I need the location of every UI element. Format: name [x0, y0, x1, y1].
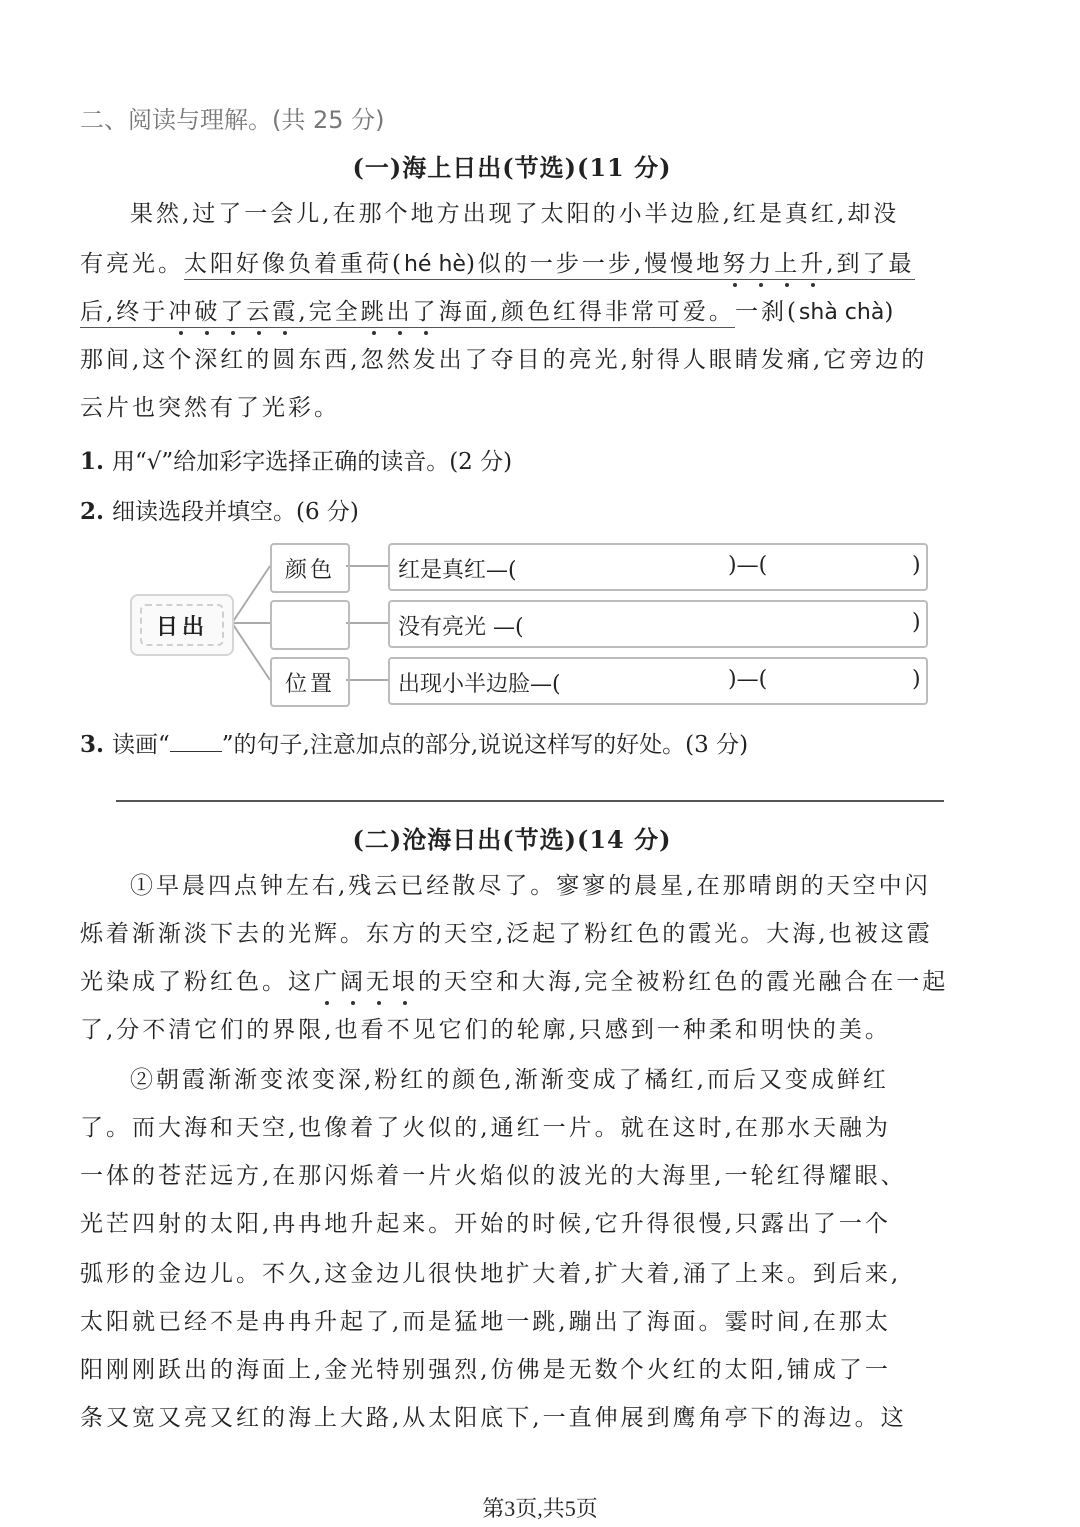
- passage2-p2-line-5: 弧形的金边儿。不久,这金边儿很快地扩大着,扩大着,涌了上来。到后来,: [80, 1261, 902, 1287]
- text-segment: ,完全: [298, 299, 361, 325]
- passage2-p1-line-1: ①早晨四点钟左右,残云已经散尽了。寥寥的晨星,在那晴朗的天空中闪: [130, 873, 931, 899]
- text-segment: 一刹(: [734, 299, 799, 325]
- text-segment: )似的一步一步,慢慢地: [465, 251, 723, 277]
- question-text: 读画“: [112, 732, 170, 758]
- dotted-char: 了: [413, 296, 439, 328]
- question-text: 用“√”给加彩字选择正确的读音。(2 分): [112, 449, 513, 475]
- passage2-p2-line-3: 一体的苍茫远方,在那闪烁着一片火焰似的波光的大海里,一轮红得耀眼、: [80, 1163, 907, 1189]
- question-text: 细读选段并填空。(6 分): [112, 499, 359, 525]
- diagram-root-box: [130, 594, 234, 656]
- dotted-char: 升: [800, 248, 826, 280]
- dotted-char: 无: [366, 966, 392, 998]
- text-segment: 后,终于: [80, 299, 169, 325]
- answer-prompt: 出现小半边脸—(: [398, 672, 561, 697]
- passage2-title: (二)沧海日出(节选)(14 分): [352, 825, 672, 854]
- question-text: ”的句子,注意加点的部分,说说这样写的好处。(3 分): [221, 732, 749, 758]
- dotted-char: 跳: [361, 296, 387, 328]
- passage2-p2-line-1: ②朝霞渐渐变浓变深,粉红的颜色,渐渐变成了橘红,而后又变成鲜红: [130, 1067, 889, 1093]
- diagram-answer-row-1[interactable]: [388, 543, 928, 591]
- passage2-p1-line-4: 了,分不清它们的界限,也看不见它们的轮廓,只感到一种柔和明快的美。: [80, 1017, 891, 1043]
- passage1-title: (一)海上日出(节选)(11 分): [352, 153, 672, 182]
- text-segment: 太阳好像负着重荷(: [184, 251, 404, 277]
- passage1-line-5: 云片也突然有了光彩。: [80, 395, 340, 421]
- passage2-p2-line-2: 了。而大海和天空,也像着了火似的,通红一片。就在这时,在那水天融为: [80, 1115, 891, 1141]
- text-segment: ,到了最: [826, 251, 915, 277]
- answer-prompt: 没有亮光 —(: [398, 615, 524, 640]
- answer-close: ): [912, 553, 921, 578]
- answer-close: ): [912, 667, 921, 692]
- dotted-char: 努: [722, 248, 748, 280]
- dotted-char: 上: [774, 248, 800, 280]
- text-segment: 的天空和大海,完全被粉红色的霞光融合在一起: [418, 969, 949, 995]
- dotted-char: 垠: [392, 966, 418, 998]
- diagram-answer-row-2[interactable]: [388, 600, 928, 648]
- pinyin-choice-he[interactable]: hé hè: [403, 252, 466, 277]
- answer-close: ): [912, 610, 921, 635]
- passage2-p1-line-3: [80, 966, 948, 998]
- dotted-char: 阔: [340, 966, 366, 998]
- passage2-p1-line-2: 烁着渐渐淡下去的光辉。东方的天空,泛起了粉红色的霞光。大海,也被这霞: [80, 921, 933, 947]
- dotted-char: 广: [314, 966, 340, 998]
- answer-separator: )—(: [728, 667, 768, 692]
- text-segment: 海面,颜色红得非常可爱。: [438, 299, 735, 325]
- page-footer: 第3页,共5页: [482, 1496, 598, 1521]
- diagram-category-position: 位置: [270, 657, 350, 707]
- answer-separator: )—(: [728, 553, 768, 578]
- passage2-p2-line-4: 光芒四射的太阳,冉冉地升起来。开始的时候,它升得很慢,只露出了一个: [80, 1211, 891, 1237]
- text-segment: 光染成了粉红色。这: [80, 969, 314, 995]
- diagram-root-label: 日出: [140, 604, 224, 646]
- question-number: 1.: [80, 448, 105, 475]
- dotted-char: 冲: [168, 296, 194, 328]
- passage2-p2-line-7: 阳刚刚跃出的海面上,金光特别强烈,仿佛是无数个火红的太阳,铺成了一: [80, 1357, 891, 1383]
- diagram-category-color: 颜色: [270, 543, 350, 593]
- answer-prompt: 红是真红—(: [398, 558, 517, 583]
- diagram-answer-row-3[interactable]: [388, 657, 928, 705]
- question-number: 3.: [80, 731, 105, 758]
- dotted-char: 力: [748, 248, 774, 280]
- text-segment: ): [884, 299, 897, 325]
- diagram-category-blank[interactable]: [270, 600, 350, 650]
- text-segment: 有亮光。: [80, 251, 184, 277]
- passage2-p2-line-6: 太阳就已经不是冉冉升起了,而是猛地一跳,蹦出了海面。霎时间,在那太: [80, 1309, 891, 1335]
- dotted-char: 了: [220, 296, 246, 328]
- underline-blank: [170, 751, 222, 752]
- passage2-p2-line-8: 条又宽又亮又红的海上大路,从太阳底下,一直伸展到鹰角亭下的海边。这: [80, 1405, 907, 1431]
- passage1-line-1: 果然,过了一会儿,在那个地方出现了太阳的小半边脸,红是真红,却没: [130, 201, 900, 227]
- question-number: 2.: [80, 498, 105, 525]
- dotted-char: 云: [246, 296, 272, 328]
- dotted-char: 破: [194, 296, 220, 328]
- question-3: [80, 726, 748, 759]
- dotted-char: 出: [387, 296, 413, 328]
- passage1-line-4: 那间,这个深红的圆东西,忽然发出了夺目的亮光,射得人眼睛发痛,它旁边的: [80, 347, 928, 373]
- dotted-char: 霞: [272, 296, 298, 328]
- section-divider: [116, 800, 944, 802]
- section-heading: 二、阅读与理解。(共 25 分): [80, 106, 385, 134]
- pinyin-choice-sha[interactable]: shà chà: [798, 300, 885, 325]
